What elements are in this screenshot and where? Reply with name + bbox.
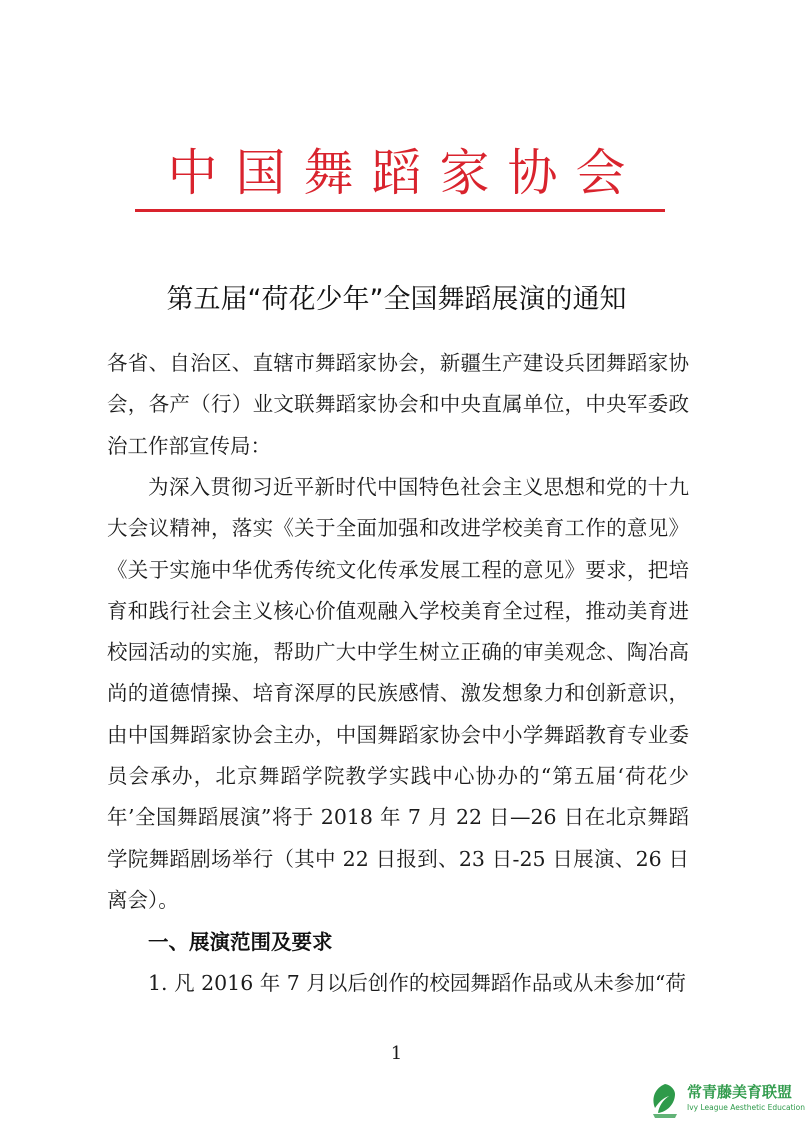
watermark-subtitle: Ivy League Aesthetic Education [687, 1103, 805, 1112]
addressee-paragraph: 各省、自治区、直辖市舞蹈家协会，新疆生产建设兵团舞蹈家协会，各产（行）业文联舞蹈家协会和中央直属单位，中央军委政治工作部宣传局： [107, 351, 689, 458]
body-paragraph: 为深入贯彻习近平新时代中国特色社会主义思想和党的十九大会议精神，落实《关于全面加强和改进学校美育工作的意见》《关于实施中华优秀传统文化传承发展工程的意见》要求，把培育和践行社会主义核心价值观融入学校美育全过程，推动美育进校园活动的实施，帮助广大中学生树立正确的审美观念、陶冶高尚的道德情操、培育深厚的民族感情、激发想象力和创新意识，由中国舞蹈家协会主办，中国舞蹈家协会中小学舞蹈教育专业委员会承办，北京舞蹈学院教学实践中心协办的“第五届‘荷花少年’全国舞蹈展演”将于 2018 年 7 月 22 日—26 日在北京舞蹈学院舞蹈剧场举行（其中 22 日报到、23 日-25 日展演、26 日离会）。 [107, 475, 689, 912]
ivy-leaf-logo-icon [645, 1080, 685, 1120]
page-number: 1 [390, 1043, 403, 1064]
document-title: 第五届“荷花少年”全国舞蹈展演的通知 [166, 284, 627, 315]
watermark [645, 1080, 805, 1120]
watermark-name: 常青藤美育联盟 [687, 1083, 793, 1101]
letterhead-organization: 中国舞蹈家协会 [167, 144, 644, 202]
section-heading: 一、展演范围及要求 [148, 930, 333, 954]
letterhead-rule [135, 209, 665, 212]
list-item: 1. 凡 2016 年 7 月以后创作的校园舞蹈作品或从未参加“荷 [148, 971, 686, 995]
